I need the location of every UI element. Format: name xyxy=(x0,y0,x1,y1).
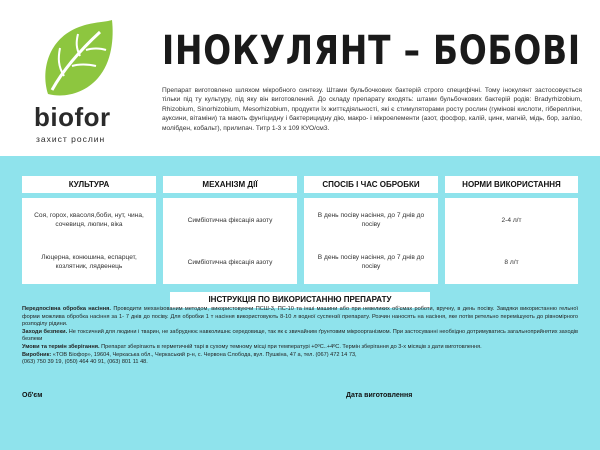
table-header-culture: КУЛЬТУРА xyxy=(22,176,156,193)
volume-label: Об'єм xyxy=(22,392,43,399)
header-area xyxy=(0,0,600,156)
table-cell: Симбіотична фіксація азоту xyxy=(163,240,297,284)
brand-logo xyxy=(28,18,128,148)
table-cell: 8 л/т xyxy=(445,240,578,284)
page-title: ІНОКУЛЯНТ – БОБОВІ xyxy=(162,28,581,74)
table-header-rates: НОРМИ ВИКОРИСТАННЯ xyxy=(445,176,578,193)
table-cell: Соя, горох, квасоля,боби, нут, чина, сочевиця, люпин, віка xyxy=(22,198,156,242)
instruction-manufacturer: Виробник: «ТОВ Біофор», 19604, Черкаська обл., Черкаський р-н, с. Червона Слобода, вул. Пушкіна, 47 а, тел. (067) 472 14 73, xyxy=(22,351,357,358)
brand-name: biofor xyxy=(34,102,111,132)
table-header-method: СПОСІБ І ЧАС ОБРОБКИ xyxy=(304,176,438,193)
brand-tagline: захист рослин xyxy=(36,134,106,144)
instruction-phones: (063) 750 39 19, (050) 464 40 91, (063) 801 11 48. xyxy=(22,359,148,366)
table-cell: В день посіву насіння, до 7 днів до посіву xyxy=(304,198,438,242)
manufacture-date-label: Дата виготовлення xyxy=(346,392,413,399)
table-cell: Люцерна, конюшина, еспарцет, козлятник, лядвенець xyxy=(22,240,156,284)
table-cell: В день посіву насіння, до 7 днів до посіву xyxy=(304,240,438,284)
table-cell: 2-4 л/т xyxy=(445,198,578,242)
instruction-storage: Умови та термін зберігання. Препарат зберігають в герметичній тарі в сухому темному місці при температурі +0ºС..+4ºС. Термін зберігання до 3-х місяців з дати виготовлення. xyxy=(22,343,482,350)
instructions-title: ІНСТРУКЦІЯ ПО ВИКОРИСТАННЮ ПРЕПАРАТУ xyxy=(170,292,430,308)
leaf-icon xyxy=(38,18,116,100)
table-cell: Симбіотична фіксація азоту xyxy=(163,198,297,242)
instructions-text xyxy=(22,306,578,367)
product-description: Препарат виготовлено шляхом мікробного синтезу. Штами бульбочкових бактерій строго специфічні. Тому інокулянт застосовується тільки під ту культуру, під яку він виготовлений. До складу препарату входять: штами бульбочкових бактерій родів: Bradyrhizobium, Rhizobium, Sinorhizobium, Mesorhizobium, продукти їх життєдіяльності, які є стимуляторами росту рослин (гумінові кислоти, гіберелліни, ауксини, вітаміни) та мають фунгіцидну і бактерицидну дію, макро- і мікроелементи (азот, фосфор, калій, цинк, магній, мідь, бор, залізо, молібден, кобальт), прилипач. Титр 1-3 х 109 КУО/см3. xyxy=(162,87,582,132)
instruction-seed-treatment: Передпосівна обробка насіння. Проводити механізованим методом, використовуючи ПСШ-3, ПС-10 та інші машини або при невеликих об'ємах роботи, вручну, в день посіву. Завдяки використанню гельної форми можлива обробка насіння за 1- 7 днів до посіву. Для обробки 1 т насіння використовують 8-10 л водної суспензії препарату. Розчин наносять на насіння, яке потім ретельно перемішують до рівномірного розподілу рідини. xyxy=(22,306,579,328)
table-header-mechanism: МЕХАНІЗМ ДІЇ xyxy=(163,176,297,193)
instruction-safety: Заходи безпеки. Не токсичний для людини і тварин, не забруднює навколишнє середовище, так як є звичайним ґрунтовим мікроорганізмом. При застосуванні необхідно дотримуватись загальноприйнятих заходів безпеки xyxy=(22,328,578,343)
